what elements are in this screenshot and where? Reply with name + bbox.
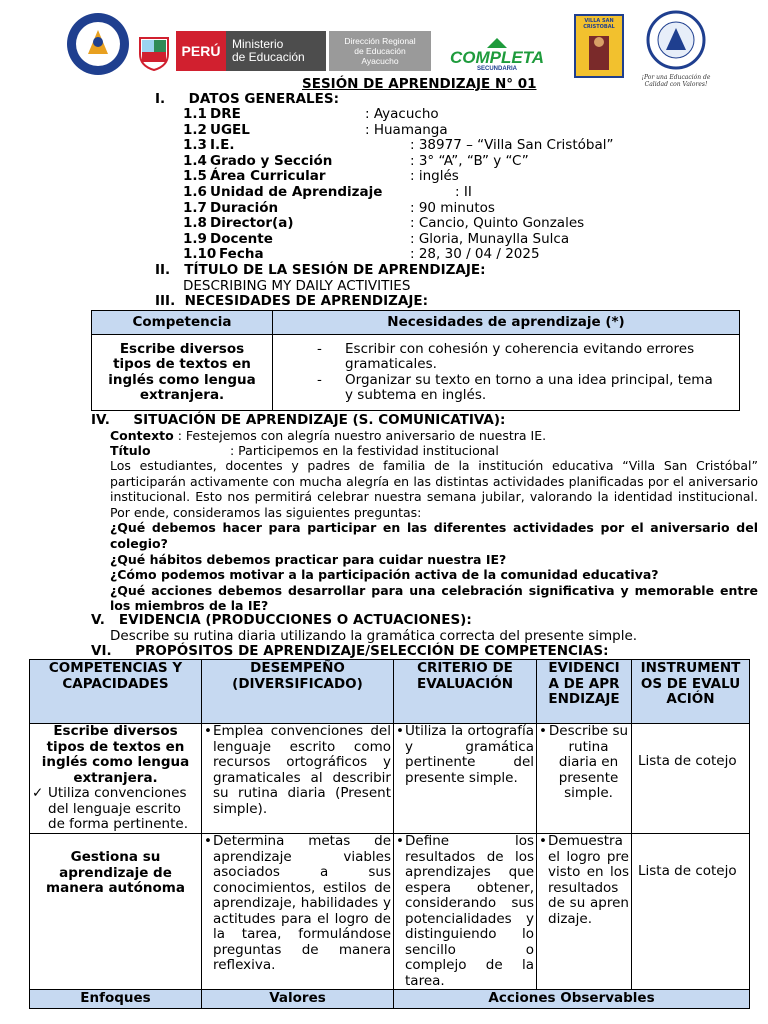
datos-label: DRE: [210, 106, 241, 122]
datos-value: : 38977 – “Villa San Cristóbal”: [410, 137, 614, 154]
row1-criterio: Utiliza la ortografía y gramática pertinente del presente simple.: [405, 723, 534, 786]
datos-value: : inglés: [410, 168, 459, 185]
datos-item: 1.8 Director(a) : Cancio, Quinto Gonzales: [183, 215, 585, 232]
datos-value: : Gloria, Munaylla Sulca: [410, 230, 570, 247]
dre-ayacucho-banner: [329, 31, 431, 71]
necesidad-item: - Escribir con cohesión y coherencia evitando errores gramaticales.: [317, 340, 695, 372]
col-competencias: COMPETENCIAS Y CAPACIDADES: [30, 660, 202, 724]
col-valores: Valores: [202, 990, 394, 1009]
row1-competencia: Escribe diversos tipos de textos en inglés como lengua extranjera.: [41, 723, 190, 786]
evidencia-text: Describe su rutina diaria utilizando la gramática correcta del presente simple.: [110, 628, 638, 644]
datos-label: Fecha: [219, 246, 264, 263]
peru-coat-of-arms-logo: [134, 32, 174, 72]
datos-item: 1.1 DRE : Ayacucho: [183, 106, 439, 122]
quality-seal-icon: [636, 10, 716, 70]
datos-label: Unidad de Aprendizaje: [210, 183, 383, 200]
jornada-completa-logo: [441, 36, 553, 74]
row1-evidencia: Describe su rutina diaria en presente simple.: [548, 723, 629, 801]
datos-label: I.E.: [210, 137, 235, 154]
datos-value: : Ayacucho: [365, 106, 439, 122]
datos-item: 1.9 Docente : Gloria, Munaylla Sulca: [183, 230, 570, 247]
datos-item: 1.5 Área Curricular : inglés: [183, 168, 459, 185]
peru-label: PERÚ: [176, 31, 226, 71]
bullet-icon: •: [204, 723, 212, 739]
titulo-line: Título : Participemos en la festividad institucional: [110, 442, 499, 458]
datos-value: : Cancio, Quinto Gonzales: [410, 215, 585, 232]
school-crest-logo: [574, 14, 624, 78]
page-title: SESIÓN DE APRENDIZAJE N° 01: [302, 76, 537, 92]
col-acciones: Acciones Observables: [394, 990, 750, 1009]
datos-value: : II: [455, 183, 472, 200]
datos-item: 1.2 UGEL : Huamanga: [183, 121, 448, 138]
datos-label: Director(a): [210, 215, 294, 232]
quality-seal-logo: [636, 10, 716, 90]
dre-line3: Ayacucho: [361, 56, 399, 66]
datos-item: 1.3 I.E. : 38977 – “Villa San Cristóbal”: [183, 137, 614, 154]
question-item: ¿Qué acciones debemos desarrollar para una celebración significativa y memorable entre los miembros de la IE?: [110, 582, 758, 614]
col-desempeno: DESEMPEÑO (DIVERSIFICADO): [202, 660, 394, 724]
question-item: ¿Qué hábitos debemos practicar para cuidar nuestra IE?: [110, 551, 507, 567]
row2-instrumento: Lista de cotejo: [632, 834, 750, 990]
section-ii-heading: II. TÍTULO DE LA SESIÓN DE APRENDIZAJE:: [155, 262, 486, 278]
jornada-title: COMPLETA: [449, 48, 545, 67]
school-crest-text: VILLA SAN CRISTOBAL: [583, 18, 615, 30]
contexto-line: Contexto : Festejemos con alegría nuestro aniversario de nuestra IE.: [110, 428, 547, 443]
bullet-icon: •: [396, 723, 404, 739]
datos-label: Duración: [210, 199, 279, 216]
question-item: ¿Qué debemos hacer para participar en las diferentes actividades por el aniversario del colegio?: [110, 520, 758, 551]
section-v-heading: V. EVIDENCIA (PRODUCCIONES O ACTUACIONES):: [91, 612, 472, 628]
section-iii-heading: III. NECESIDADES DE APRENDIZAJE:: [155, 293, 428, 309]
datos-label: UGEL: [210, 121, 250, 138]
row2-criterio: Define los resultados de los aprendizajes que espera obtener, considerando sus potencialidades y distinguiendo lo sencillo o complejo de la tarea.: [405, 833, 534, 989]
datos-label: Grado y Sección: [210, 152, 333, 169]
datos-value: : Huamanga: [365, 121, 448, 138]
ministerio-line1: Ministerio: [232, 37, 284, 51]
situacion-block: [110, 429, 758, 614]
bullet-icon: •: [396, 833, 404, 849]
datos-label: Área Curricular: [210, 168, 326, 185]
datos-generales-list: [183, 107, 743, 263]
bullet-icon: •: [539, 833, 547, 849]
table-row: [30, 834, 750, 990]
col-evidencia: EVIDENCIA DE APRENDIZAJE: [537, 660, 632, 724]
session-title: DESCRIBING MY DAILY ACTIVITIES: [183, 278, 411, 294]
bullet-icon: •: [539, 723, 547, 739]
datos-item: 1.10 Fecha : 28, 30 / 04 / 2025: [183, 246, 540, 263]
row2-desempeno: Determina metas de aprendizaje viables asociados a sus conocimientos, estilos de aprendizaje, habilidades y actitudes para el logro de la tarea, formulándose preguntas de manera reflexiva.: [213, 833, 391, 973]
datos-item: 1.7 Duración : 90 minutos: [183, 199, 495, 216]
school-crest-figure-icon: [576, 30, 622, 74]
section-iv-heading: IV. SITUACIÓN DE APRENDIZAJE (S. COMUNICATIVA):: [91, 412, 506, 428]
situacion-paragraph: Los estudiantes, docentes y padres de familia de la institución educativa “Villa San Cristóbal” participarán activamente con mucha alegría en las distintas actividades planificadas por el aniversario institucional. Esto nos permitirá celebrar nuestra semana jubilar, valorando la identidad institucional. Por ende, consideramos las siguientes preguntas:: [110, 458, 758, 520]
datos-value: : 3° “A”, “B” y “C”: [410, 152, 529, 169]
bullet-icon: •: [204, 833, 212, 849]
necesidades-competencia: Escribe diversos tipos de textos en inglés como lengua extranjera.: [92, 335, 273, 411]
datos-value: : 28, 30 / 04 / 2025: [410, 246, 540, 263]
dre-line1: Dirección Regional: [344, 36, 416, 46]
necesidades-table: [91, 310, 740, 411]
datos-label: Docente: [210, 230, 273, 247]
col-criterio: CRITERIO DE EVALUACIÓN: [394, 660, 537, 724]
propositos-table: [29, 659, 750, 990]
datos-value: : 90 minutos: [410, 199, 495, 216]
datos-item: 1.6 Unidad de Aprendizaje : II: [183, 183, 472, 200]
col-enfoques: Enfoques: [30, 990, 202, 1009]
ministerio-line2: de Educación: [232, 50, 305, 64]
table-row: [30, 724, 750, 834]
necesidades-col-competencia: Competencia: [92, 311, 273, 335]
row1-capacidad: ✓ Utiliza convenciones del lenguaje escrito de forma pertinente.: [32, 785, 188, 832]
jornada-subtitle: SECUNDARIA: [476, 66, 517, 72]
dre-ayacucho-seal-logo: [66, 12, 130, 76]
necesidades-col-needs: Necesidades de aprendizaje (*): [273, 311, 740, 335]
minedu-banner: [176, 31, 326, 71]
datos-item: 1.4 Grado y Sección : 3° “A”, “B” y “C”: [183, 152, 529, 169]
section-vi-heading: VI. PROPÓSITOS DE APRENDIZAJE/SELECCIÓN DE COMPETENCIAS:: [91, 643, 609, 659]
row2-competencia: Gestiona su aprendizaje de manera autónoma: [30, 834, 202, 990]
necesidad-item: - Organizar su texto en torno a una idea principal, tema y subtema en inglés.: [317, 371, 713, 403]
row1-desempeno: Emplea convenciones del lenguaje escrito como recursos ortográficos y gramaticales al describir su rutina diaria (Present simple).: [213, 723, 391, 817]
dre-line2: de Educación: [354, 46, 406, 56]
quality-slogan: ¡Por una Educación de Calidad con Valores!: [641, 74, 711, 88]
checkmark-icon: ✓: [32, 785, 44, 801]
section-i-heading: I. DATOS GENERALES:: [155, 91, 339, 107]
col-instrumentos: INSTRUMENTOS DE EVALUACIÓN: [632, 660, 750, 724]
question-item: ¿Cómo podemos motivar a la participación activa de la comunidad educativa?: [110, 567, 659, 583]
row2-evidencia: Demuestra el logro previsto en los resultados de su aprendizaje.: [548, 833, 629, 927]
row1-instrumento: Lista de cotejo: [632, 724, 750, 834]
enfoques-table: [29, 989, 750, 1009]
